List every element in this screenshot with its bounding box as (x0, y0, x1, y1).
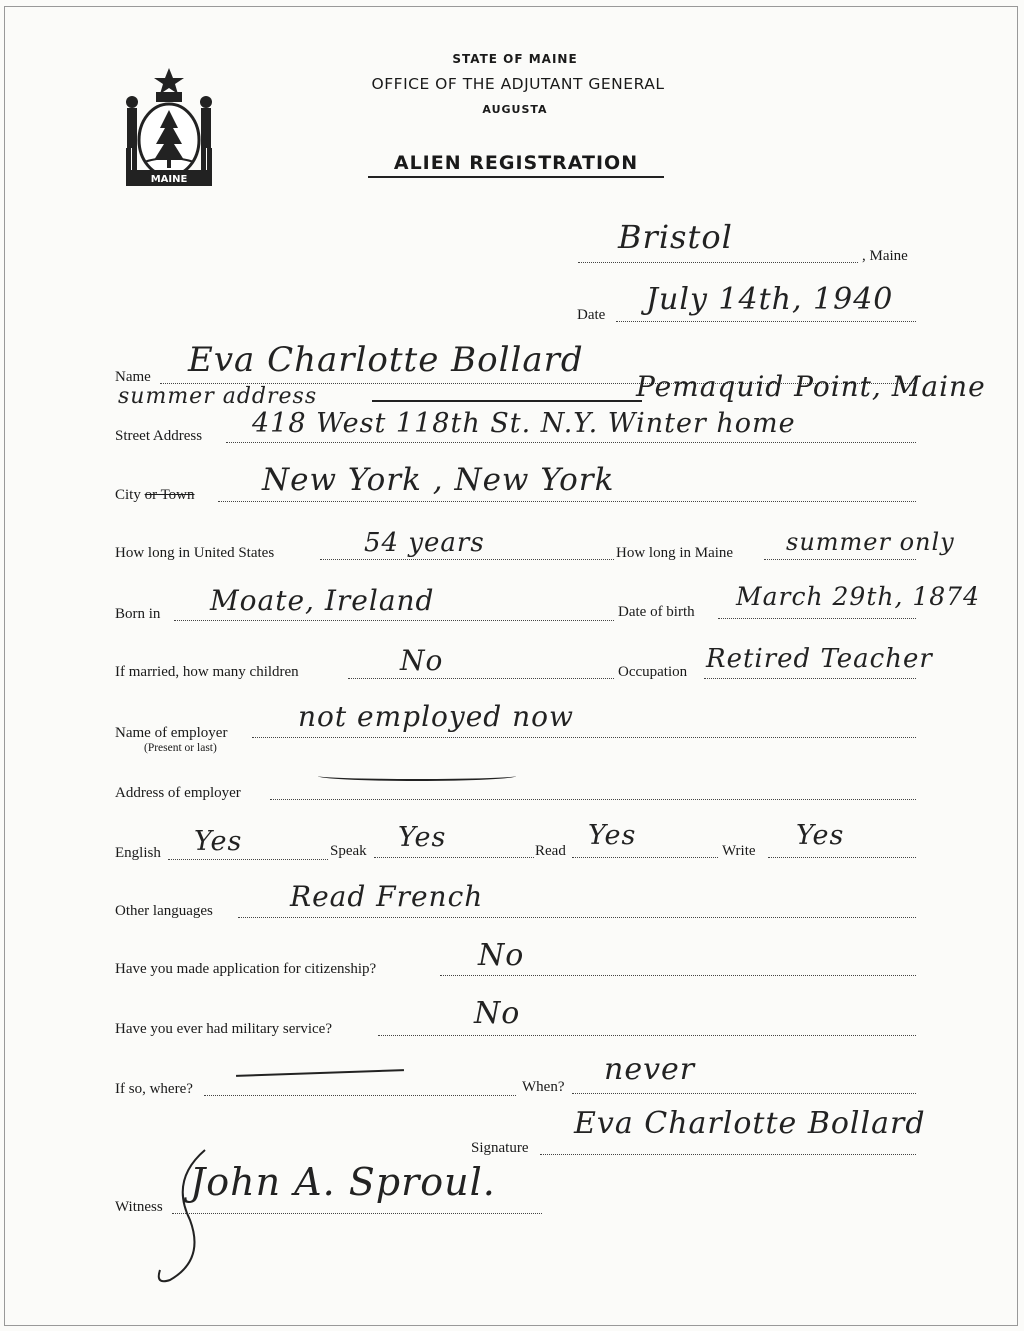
witness-label: Witness (115, 1199, 163, 1215)
occupation-entry: Retired Teacher (706, 644, 933, 674)
how-long-us-entry: 54 years (364, 528, 485, 558)
state-seal-icon (116, 62, 222, 192)
when-line (572, 1093, 916, 1094)
born-in-entry: Moate, Ireland (210, 584, 435, 617)
if-so-where-line (204, 1095, 516, 1096)
speak-entry: Yes (398, 822, 447, 853)
town-entry: Bristol (618, 218, 733, 256)
how-long-us-line (320, 559, 614, 560)
military-label: Have you ever had military service? (115, 1021, 332, 1037)
header-state: STATE OF MAINE (452, 52, 578, 66)
speak-line (374, 857, 534, 858)
summer-note: summer address (118, 384, 318, 409)
occupation-line (704, 678, 916, 679)
date-entry: July 14th, 1940 (646, 282, 894, 317)
write-line (768, 857, 916, 858)
born-in-label: Born in (115, 606, 161, 622)
name-entry: Eva Charlotte Bollard (188, 340, 584, 380)
read-entry: Yes (588, 820, 637, 851)
date-line (616, 321, 916, 322)
employer-entry: not employed now (298, 700, 574, 733)
header-city: AUGUSTA (482, 103, 548, 116)
citizenship-entry: No (478, 938, 525, 973)
citizenship-line (440, 975, 916, 976)
street-entry: 418 West 118th St. N.Y. Winter home (252, 408, 796, 439)
english-label: English (115, 845, 161, 861)
read-line (572, 857, 718, 858)
town-line (578, 262, 858, 263)
english-entry: Yes (194, 826, 243, 857)
other-languages-label: Other languages (115, 903, 213, 919)
seal-text: MAINE (150, 174, 188, 185)
speak-label: Speak (330, 843, 367, 859)
summer-arrow (372, 400, 642, 402)
how-long-maine-entry: summer only (786, 528, 955, 556)
if-so-where-label: If so, where? (115, 1081, 193, 1097)
header-office: OFFICE OF THE ADJUTANT GENERAL (371, 75, 665, 93)
employer-line (252, 737, 916, 738)
write-label: Write (722, 843, 756, 859)
signature-line (540, 1154, 916, 1155)
other-languages-line (238, 917, 916, 918)
employer-address-dash (318, 771, 516, 781)
town-struck: or Town (144, 487, 195, 503)
occupation-label: Occupation (618, 664, 688, 680)
military-line (378, 1035, 916, 1036)
read-label: Read (535, 843, 566, 859)
witness-line (172, 1213, 542, 1214)
children-line (348, 678, 614, 679)
street-line (226, 442, 916, 443)
children-label: If married, how many children (115, 664, 299, 680)
signature-label: Signature (471, 1140, 529, 1156)
date-of-birth-entry: March 29th, 1874 (736, 582, 980, 611)
employer-address-line (270, 799, 916, 800)
write-entry: Yes (796, 820, 845, 851)
how-long-maine-label: How long in Maine (616, 545, 734, 561)
children-entry: No (400, 644, 444, 677)
street-label: Street Address (115, 428, 203, 444)
witness-entry: John A. Sproul. (190, 1160, 496, 1204)
city-word: City (115, 487, 141, 503)
other-languages-entry: Read French (290, 880, 484, 913)
military-entry: No (474, 996, 521, 1031)
date-of-birth-label: Date of birth (618, 604, 695, 620)
when-label: When? (522, 1079, 565, 1095)
witness-flourish (150, 1140, 220, 1290)
form-title: ALIEN REGISTRATION (368, 152, 664, 178)
summer-address-entry: Pemaquid Point, Maine (636, 370, 986, 403)
date-of-birth-line (718, 618, 916, 619)
how-long-us-label: How long in United States (115, 545, 275, 561)
employer-label: Name of employer (115, 725, 228, 741)
employer-note: (Present or last) (144, 742, 217, 754)
when-entry: never (604, 1052, 696, 1087)
born-in-line (174, 620, 614, 621)
date-label: Date (577, 307, 606, 323)
maine-suffix: , Maine (862, 248, 908, 264)
name-label: Name (115, 369, 151, 385)
how-long-maine-line (764, 559, 916, 560)
employer-address-label: Address of employer (115, 785, 241, 801)
signature-entry: Eva Charlotte Bollard (574, 1106, 926, 1141)
city-entry: New York , New York (262, 462, 615, 498)
city-line (218, 501, 916, 502)
english-line (168, 859, 328, 860)
citizenship-label: Have you made application for citizenship? (115, 961, 377, 977)
city-label (115, 487, 195, 504)
